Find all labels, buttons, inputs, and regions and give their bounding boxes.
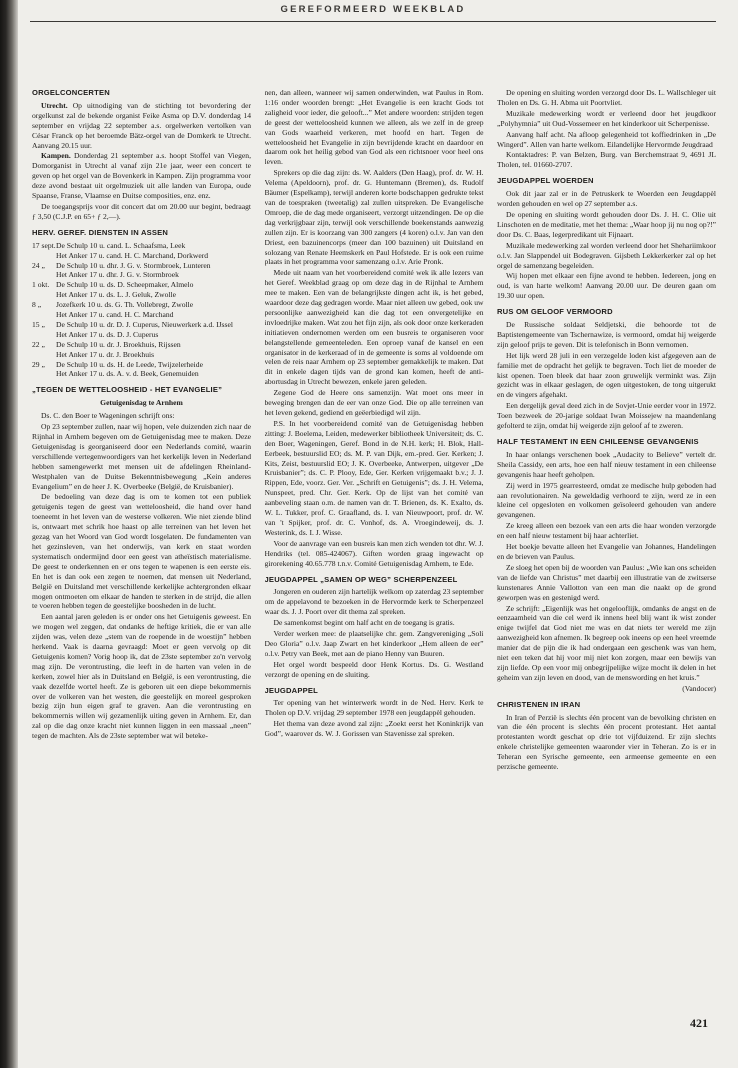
schedule-row: 22 „ De Schulp 10 u. dr. J. Broekhuis, Rijssen xyxy=(32,339,181,349)
schedule-row: 17 sept. De Schulp 10 u. cand. L. Schaafsma, Leek xyxy=(32,240,186,250)
schedule-row: Het Anker 17 u. ds. A. v. d. Beek, Genemuiden xyxy=(56,369,199,379)
paragraph: Ter opening van het winterwerk wordt in de Ned. Herv. Kerk te Tholen op D.V. vrijdag 29 september 1978 een jeugdappèl gehouden. xyxy=(264,698,484,718)
schedule-row: 29 „ De Schulp 10 u. ds. H. de Leede, Twijzelerheide xyxy=(32,359,203,369)
schedule-row: Het Anker 17 u. cand. H. C. Marchand, Dorkwerd xyxy=(56,250,209,260)
section-heading: JEUGDAPPEL „SAMEN OP WEG” SCHERPENZEEL xyxy=(264,574,458,584)
column-3 xyxy=(497,88,716,988)
section-heading: RUS OM GELOOF VERMOORD xyxy=(497,307,613,317)
schedule-row: Het Anker 17 u. ds. D. J. Cuperus xyxy=(56,329,159,339)
section-heading: CHRISTENEN IN IRAN xyxy=(497,699,581,709)
place-name: Kampen. xyxy=(41,151,71,161)
paragraph: Aanvang half acht. Na afloop gelegenheid tot koffiedrinken in „De Wingerd”. Allen van harte welkom. Eilandelijke Hervormde Jeugdraad xyxy=(497,129,716,149)
schedule-row: 15 „ De Schulp 10 u. dr. D. J. Cuperus, Nieuwerkerk a.d. IJssel xyxy=(32,319,233,329)
column-2 xyxy=(265,88,484,988)
paragraph: Muzikale medewerking wordt er verleend door het jeugdkoor „Polyhymnia” uit Oud-Vossemeer en het kinderkoor uit Scherpenisse. xyxy=(497,108,716,128)
schedule-row: 24 „ De Schulp 10 u. dhr. J. G. v. Stormbroek, Lunteren xyxy=(32,260,211,270)
schedule-row: Het Anker 17 u. dr. J. Broekhuis xyxy=(56,349,155,359)
paragraph: Ds. C. den Boer te Wageningen schrijft ons: xyxy=(41,411,175,421)
section-heading: HERV. GEREF. DIENSTEN IN ASSEN xyxy=(32,227,169,237)
paragraph: De toegangsprijs voor dit concert dat om 20.00 uur begint, bedraagt ƒ 3,50 (C.J.P. en 65+ ƒ 2,—). xyxy=(32,201,251,221)
paragraph: Op 23 september zullen, naar wij hopen, vele duizenden zich naar de Rijnhal in Arnhem begeven om de Getuigenisdag mee te maken. Deze Getuigenisdag is georganiseerd door een Nederlands comité, waarin verschillende vertegenwoordigers van het kerkelijk leven in Nederland hebben samengewerkt met mensen uit de afdelingen Rheinland-Westphalen van de Duitse Bekenntnisbewegung „Kein anderes Evangelium” en de heer J. K. Overbeeke (België, de Kruisbanier). xyxy=(32,422,251,491)
binding-shadow xyxy=(0,0,18,1068)
service-schedule xyxy=(32,241,251,380)
paragraph: Een dergelijk geval deed zich in de Sovjet-Unie eerder voor in 1972. Toen bezweek de 20-jarige soldaat Iwan Moissejew na maandenlang gefolterd te zijn, omdat hij weigerde zijn geloof af te zweren. xyxy=(497,401,716,431)
paragraph: Kontaktadres: P. van Belzen, Burg. van Berchemstraat 9, 4691 JL Tholen, tel. 01660-2707. xyxy=(497,150,716,170)
paragraph: Zegene God de Heere ons samenzijn. Wat moet ons meer in beweging brengen dan de eer van onze God. Die op alle terreinen van het leven gekend, gediend en geëerbiedigd wil zijn. xyxy=(264,388,484,417)
paragraph: nen, dan alleen, wanneer wij samen onderwinden, wat Paulus in Rom. 1:16 onder woorden brengt: „Het Evangelie is een kracht Gods tot zaligheid voor ieder, die gelooft...” Met andere woorden: strijden tegen de geest der wetteloosheid kunnen we alleen, als we zelf in de greep van Gods waarheid verkeren, met hoofd en hart. Tegen de wetteloosheid het Evangelie in zijn bevrijdende kracht en daardoor en daarom ook het heilig gebod van God als een richtsnoer voor heel ons leven. xyxy=(264,88,484,167)
section-heading: HALF TESTAMENT IN EEN CHILEENSE GEVANGENIS xyxy=(497,437,699,446)
article-columns xyxy=(32,88,716,988)
paragraph: Ook dit jaar zal er in de Petruskerk te Woerden een Jeugdappèl worden gehouden en wel op 27 september a.s. xyxy=(497,189,716,209)
paragraph: De opening en sluiting wordt gehouden door Ds. J. H. C. Olie uit Linschoten en de meditatie, met het thema: „Waar hoop jij nu nog op?!” door Ds. C. Baas, legerpredikant uit Fijnaart. xyxy=(497,209,716,239)
page-header: GEREFORMEERD WEEKBLAD xyxy=(280,4,466,15)
paragraph: Op uitnodiging van de stichting tot bevordering der orgelkunst zal de bekende organist Feike Asma op D.V. donderdag 14 september en vrijdag 22 september a.s. orgelwerken vertolken van César Franck op het beroemde Bätz-orgel van de Domkerk te Utrecht. Aanvang 20.15 uur. xyxy=(32,100,251,150)
paragraph: Verder werken mee: de plaatselijke chr. gem. Zangvereniging „Soli Deo Gloria” o.l.v. Jaap Zwart en het kinderkoor „Hem alleen de eer” o.l.v. Petry van Beek, met aan de piano Henny van Buuren. xyxy=(264,629,484,658)
schedule-row: Het Anker 17 u. cand. H. C. Marchand xyxy=(56,310,174,320)
schedule-row: Het Anker 17 u. ds. L. J. Geluk, Zwolle xyxy=(56,290,177,300)
paragraph: Een aantal jaren geleden is er onder ons het Getuigenis geweest. En we mogen wel zeggen, dat ondanks de heftige kritiek, die er van alle zijden was, velen deze „stem van de roepende in de woestijn” hebben herkend. Vaak is daarna gevraagd: Moet er geen vervolg op dit Getuigenis komen? Vorig hoop ik, dat de 23ste september zo'n vervolg mag zijn. De verontrusting, die leeft in de harten van velen in de kerken, zowel hier als in Duitsland en België, is een verontrusting, die vaak dezelfde wortel heeft. Ze is geboren uit een diepe bekommernis over de volkeren van het westen, die geestelijk en moreel gesproken bezig zijn hun eigen graf te graven. Aan die verontrusting en bekommernis willen wij gezamenlijk uiting geven in Arnhem. Er, dan zal op die dag onze kracht niet kunnen liggen in een massaal „neen” tegen de machten. Als de 23ste september wat wil beteke- xyxy=(32,612,251,741)
paragraph: P.S. In het voorbereidend comité van de Getuigenisdag hebben zitting: J. Boelema, Leiden, medewerker bibliotheek Universiteit; ds. C. den Boer, Wageningen, Geref. Bond in de N.H. kerk; H. Blok, Hall-Eerbeek, bestuurslid EO; ds. M. P. van Dijk, em.-pred. Ger. Kerken; J. Kits, Zeist, bestuurslid EO; J. K. Overbeeke, Antwerpen, uitgever „De Kruisbanier”; ds. C. P. Plooy, Ede, Ger. Kerken vrijgemaakt b.v.; J. J. Rippen, Ede, voorz. Ger. Ver. „Schrift en Getuigenis”; ds. J. H. Velema, Nunspeet, pred. Chr. Ger. Kerk. Op de lijst van het comité van aanbeveling staan o.m. de namen van dr. T. Brienen, ds. K. Exalto, ds. W. L. Tukker, prof. C. Graafland, ds. I. van Nieuwpoort, prof. dr. W. van 't Spijker, prof. dr. C. Vonhof, ds. A. Vroegindeweij, ds. J. Westerink, ds. I. J. Wisse. xyxy=(264,418,484,537)
paragraph: De samenkomst begint om half acht en de toegang is gratis. xyxy=(273,618,455,628)
paragraph: Het thema van deze avond zal zijn: „Zoekt eerst het Koninkrijk van God”, waarover ds. W. J. Gorissen van Stavenisse zal spreken. xyxy=(264,719,484,739)
paragraph: Het lijk werd 28 juli in een verzegelde loden kist afgegeven aan de familie met de opdracht het gelijk te begraven. Toch liet de moeder de kist openen. Toen bleek dat haar zoon gruwelijk verminkt was. Zijn gezicht was in elkaar geslagen, de ogen uitgestoken, de tong uitgerukt en de vingers afgehakt. xyxy=(497,350,716,400)
section-heading: JEUGDAPPEL xyxy=(264,685,318,695)
source-credit: (Vandocer) xyxy=(682,683,716,693)
paragraph: In Iran of Perzië is slechts één procent van de bevolking christen en van die één procent is slechts één procent protestant. Het aantal protestanten wordt geschat op drie tot vijfduizend. Er zijn slechts enkele christelijke gemeenten waaronder vier in Teheran. Zo is er in Teheran een Syrische gemeente, een armeense gemeente en een perzische gemeente. xyxy=(497,712,716,772)
paragraph: Jongeren en ouderen zijn hartelijk welkom op zaterdag 23 september om de appelavond te bezoeken in de Hervormde kerk te Scherpenzeel waar ds. J. J. Poort over dit thema zal spreken. xyxy=(264,587,484,617)
paragraph: De Russische soldaat Seldjetski, die behoorde tot de Baptistengemeente van Tschernawize, is vermoord, omdat hij weigerde zijn geloof prijs te geven. Dit is telefonisch in Bonn vernomen. xyxy=(497,320,716,349)
paragraph: Muzikale medewerking zal worden verleend door het Shehariimkoor o.l.v. Jan Slappendel uit Bodegraven. Gijsbeth Lekkerkerker zal op het orgel de samenzang begeleiden. xyxy=(497,240,716,270)
schedule-row: 1 okt. De Schulp 10 u. ds. D. Scheepmaker, Almelo xyxy=(32,280,194,290)
paragraph: Voor de aanvrage van een busreis kan men zich wenden tot dhr. W. J. Hendriks (tel. 085-424067). Giften worden graag ingewacht op girorekening 40.65.778 t.n.v. Comité Getuigenisdag Arnhem, te Ede. xyxy=(264,538,484,568)
paragraph: Ze kreeg alleen een bezoek van een arts die haar wonden verzorgde en een half nieuw testament bij haar achterliet. xyxy=(497,521,716,541)
paragraph: De opening en sluiting worden verzorgd door Ds. L. Wallschleger uit Tholen en Ds. G. H. Abma uit Poortvliet. xyxy=(497,88,716,107)
section-heading: „TEGEN DE WETTELOOSHEID - HET EVANGELIE” xyxy=(32,385,223,395)
header-rule xyxy=(30,21,716,22)
section-heading: JEUGDAPPEL WOERDEN xyxy=(497,176,594,186)
paragraph: Wij hopen met elkaar een fijne avond te hebben. Iedereen, jong en oud, is van harte welkom! Aanvang 20.00 uur. De deuren gaan om 19.30 uur open. xyxy=(497,271,716,301)
section-subheading: Getuigenisdag te Arnhem xyxy=(100,398,183,408)
paragraph: Mede uit naam van het voorbereidend comité wek ik alle lezers van het Geref. Weekblad graag op om deze dag in de Rijnhal te Arnhem mee te maken. Een van de belangrijkste dingen acht ik, is het gebed, waardoor deze dag gedragen worde. Maar niet alleen uw gebed, ook uw persoonlijke aanwezigheid kan die dag tot een onvergetelijke en invloedrijke maken. Wat zou het fijn zijn, als ook door onze kerkeraden initiatieven ondernomen werden om een busreis te organiseren voor belangstellende gemeenteleden. Een oproep vanaf de kansel en een organisator in de kerkeraad of in de gemeente is soms al voldoende om velen de reis naar Arnhem op 23 september gemakkelijk te maken. Dat dit in enkele dagen tijds van de grond kan komen, heeft de anti-abortusdag in Utrecht bewezen, enkele jaren geleden. xyxy=(264,268,484,387)
paragraph: Ze sloeg het open bij de woorden van Paulus: „Wie kan ons scheiden van de liefde van Christus” met daarbij een illustratie van de zwitserse kunstenares Annie Vallotton van een man die naakt op de grond geworpen was en gestenigd werd. xyxy=(497,562,716,602)
column-1 xyxy=(32,88,251,988)
paragraph: Het orgel wordt bespeeld door Henk Kortus. Ds. G. Westland verzorgt de opening en de sluiting. xyxy=(264,659,484,679)
page-number: 421 xyxy=(690,1016,708,1030)
paragraph: De bedoeling van deze dag is om te komen tot een publiek getuigenis tegen de geest van wetteloosheid, die hand over hand toeneemt in het leven van de westerse volkeren. Wie niet ziende blind is, ontwaart met schrik hoe haast op alle terreinen van het leven het gezag van het Woord van God wordt losgelaten. De fundamenten van het gezinsleven, van het onderwijs, van kerk en staat worden systematisch ondermijnd door een geest van atheïstisch materialisme. De geest te onderkennen en er ons tegen te wapenen is een eerste eis. En het is dan ook een zegen te noemen, dat mensen uit Nederland, België en Duitsland met verschillende kerkelijke achtergronden elkaar mogen ontmoeten om elkaar de handen te sterken in de strijd, die allen te voeren hebben tegen de geestelijke boosheden in de lucht. xyxy=(32,492,251,611)
paragraph: In haar onlangs verschenen boek „Audacity to Believe” vertelt dr. Sheila Cassidy, een arts, hoe een half nieuw testament in een chileense gevangenis haar heeft geholpen. xyxy=(497,449,716,479)
schedule-row: 8 „ Jozefkerk 10 u. ds. G. Th. Vollebregt, Zwolle xyxy=(32,300,194,310)
paragraph: Sprekers op die dag zijn: ds. W. Aalders (Den Haag), prof. dr. W. H. Velema (Apeldoorn), prof. dr. G. Huntemann (Bremen), ds. Rudolf Bäumer (Espelkamp), terwijl anderen korte bodschappen gedrukte tekst van de toespraken (tweetalig) zal zullen uitspreken. De Evangelische Omroep, die de dag mede organiseert, verzorgt uitzendingen. De op die dag verkrijgbaar zijn, terwijl ook verschillende boekenstands aanwezig zullen zijn. Er is koorzang van 300 zangers (4 koren) o.l.v. Jan van den Driest, een bazuinencorps (meer dan 100 bazuinen) uit Duitsland en solozang van Renate Heemskerk en Paul Hofstede. Er is ook een ruime plaats in het programma voor samenzang o.l.v. Arie Pronk. xyxy=(264,168,484,267)
paragraph: Het boekje bevatte alleen het Evangelie van Johannes, Handelingen en de brieven van Paulus. xyxy=(497,542,716,561)
paragraph: Ze schrijft: „Eigenlijk was het ongelooflijk, omdanks de angst en de eenzaamheid van die cel werd ik innens heel blij want ik wist zonder enige twijfel dat God niet me was en dat niets ter wereld me zijn aanwezigheid kon afnemen. Ik begreep ook ineens op een heel vreemde manier dat de pijn die ik had ondergaan een geschenk was van hem, niet een teken dat hij voor mij niet kon zorgen, maar een bewijs van zijn liefde. Op een voor mij onbegrijpelijke wijze mocht ik delen in het geheim van zijn leven en dood, van de menswording en het kruis.” xyxy=(497,603,716,682)
paragraph: Donderdag 21 september a.s. hoopt Stoffel van Viegen, Domorganist in Utrecht al vanaf zijn 21e jaar, weer een concert te geven op het orgel van de Bovenkerk in Kampen. Zijn programma voor deze avond bestaat uit orgelmuziek uit alle landen van Europa, oude Spaanse, Franse, Vlaamse en Duitse composities, enz. enz. xyxy=(32,151,251,201)
section-heading: ORGELCONCERTEN xyxy=(32,88,110,97)
schedule-row: Het Anker 17 u. dhr. J. G. v. Stormbroek xyxy=(56,270,179,280)
paragraph: Zij werd in 1975 gearresteerd, omdat ze medische hulp geboden had aan revolutionairen. Na geweldadig verhoord te zijn, werd ze in een kleine cel opgesloten en volkomen geïsoleerd gehouden van andere gevangenen. xyxy=(497,480,716,520)
place-name: Utrecht. xyxy=(41,100,68,110)
